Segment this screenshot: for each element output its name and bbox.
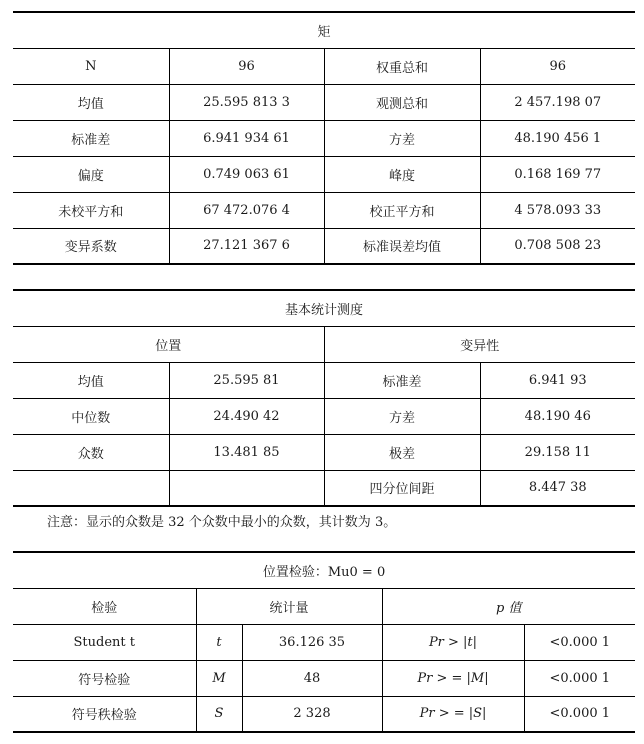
stat-label: 标准差 [13,120,169,156]
stat-value: 24.490 42 [169,398,324,434]
stat-label: 极差 [324,434,480,470]
stat-value: 67 472.076 4 [169,192,324,228]
stat-label: 峰度 [324,156,480,192]
stat-value: 25.595 81 [169,362,324,398]
p-label: Pr > |t| [382,624,524,660]
statistic-value: 36.126 35 [242,624,382,660]
moments-table [13,11,635,265]
mode-note: 注意：显示的众数是 32 个众数中最小的众数，其计数为 3。 [47,515,397,530]
stat-value: 0.749 063 61 [169,156,324,192]
stat-value: 0.708 508 23 [480,228,635,264]
stat-value: 25.595 813 3 [169,84,324,120]
moments-title: 矩 [13,12,635,48]
test-name: 符号秩检验 [13,696,196,732]
variability-header: 变异性 [324,326,635,362]
stat-label: 均值 [13,84,169,120]
stat-value: 13.481 85 [169,434,324,470]
statistic-symbol: S [196,696,242,732]
stat-value: 27.121 367 6 [169,228,324,264]
p-label: Pr > = |S| [382,696,524,732]
p-value: <0.000 1 [524,696,635,732]
location-tests-table [13,551,635,733]
pvalue-header: p 值 [382,588,635,624]
stat-value: 2 457.198 07 [480,84,635,120]
stat-value: 0.168 169 77 [480,156,635,192]
p-value: <0.000 1 [524,660,635,696]
basic-measures-table [13,289,635,507]
stat-label: 方差 [324,398,480,434]
statistic-symbol: M [196,660,242,696]
location-header: 位置 [13,326,324,362]
stat-label: 标准差 [324,362,480,398]
stat-value: 96 [169,48,324,84]
statistic-value: 2 328 [242,696,382,732]
p-label: Pr > = |M| [382,660,524,696]
statistic-header: 统计量 [196,588,382,624]
stat-label: 标准误差均值 [324,228,480,264]
stat-value: 6.941 934 61 [169,120,324,156]
stat-value: 29.158 11 [480,434,635,470]
stat-label: 四分位间距 [324,470,480,506]
stat-label: 变异系数 [13,228,169,264]
stat-value: 48.190 456 1 [480,120,635,156]
stat-label: 偏度 [13,156,169,192]
stat-value: 96 [480,48,635,84]
stat-label: 未校平方和 [13,192,169,228]
stat-value: 4 578.093 33 [480,192,635,228]
stat-value: 8.447 38 [480,470,635,506]
stat-value: 6.941 93 [480,362,635,398]
statistic-symbol: t [196,624,242,660]
stat-label: 权重总和 [324,48,480,84]
stat-label: 校正平方和 [324,192,480,228]
stat-value [169,470,324,506]
stat-label: 中位数 [13,398,169,434]
stat-value: 48.190 46 [480,398,635,434]
stat-label: 众数 [13,434,169,470]
stat-label: 方差 [324,120,480,156]
test-name: 符号检验 [13,660,196,696]
statistic-value: 48 [242,660,382,696]
test-header: 检验 [13,588,196,624]
stat-label: N [13,48,169,84]
test-name: Student t [13,624,196,660]
stat-label: 观测总和 [324,84,480,120]
basic-title: 基本统计测度 [13,290,635,326]
stat-label: 均值 [13,362,169,398]
p-value: <0.000 1 [524,624,635,660]
stat-label [13,470,169,506]
location-title: 位置检验：Mu0 = 0 [13,552,635,588]
